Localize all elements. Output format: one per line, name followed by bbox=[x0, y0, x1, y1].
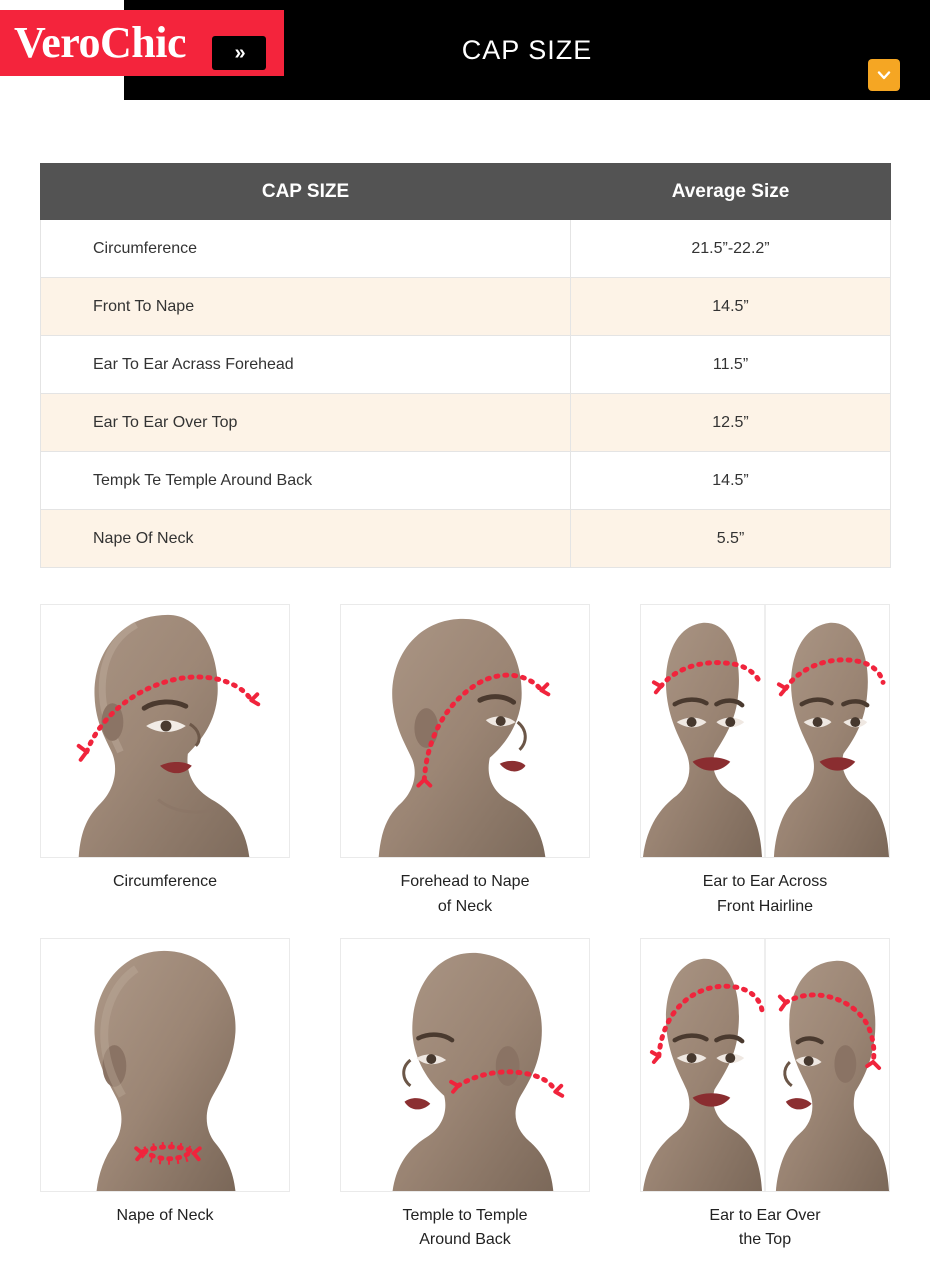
table-cell-value: 14.5” bbox=[571, 278, 891, 336]
double-chevron-icon: » bbox=[212, 36, 266, 70]
figure-caption bbox=[640, 1204, 890, 1254]
measurement-figure-grid bbox=[40, 604, 890, 1253]
brand-logo-vero: Vero bbox=[14, 18, 100, 67]
figure-caption-line1: Ear to Ear Across bbox=[702, 873, 828, 890]
table-header-cap-size: CAP SIZE bbox=[41, 164, 571, 220]
table-row bbox=[41, 394, 891, 452]
mannequin-front-to-nape-diagram bbox=[340, 604, 590, 858]
table-row bbox=[41, 220, 891, 278]
page-title: CAP SIZE bbox=[461, 34, 593, 65]
figure-ear-to-ear-over-top bbox=[640, 938, 890, 1254]
mannequin-ear-to-ear-front-diagram bbox=[640, 604, 890, 858]
figure-caption bbox=[40, 870, 290, 895]
figure-temple-to-temple bbox=[340, 938, 590, 1254]
figure-caption bbox=[340, 870, 590, 920]
figure-caption-line2: the Top bbox=[738, 1231, 792, 1249]
figure-caption-line1: Nape of Neck bbox=[116, 1206, 214, 1224]
figure-nape-of-neck bbox=[40, 938, 290, 1254]
table-header-average-size: Average Size bbox=[571, 164, 891, 220]
table-row bbox=[41, 510, 891, 568]
mannequin-temple-to-temple-diagram bbox=[340, 938, 590, 1192]
table-cell-label: Nape Of Neck bbox=[41, 510, 571, 568]
page-header bbox=[0, 0, 930, 100]
figure-forehead-to-nape bbox=[340, 604, 590, 920]
mannequin-nape-of-neck-diagram bbox=[40, 938, 290, 1192]
cap-size-table bbox=[40, 163, 891, 568]
figure-caption bbox=[340, 1204, 590, 1254]
table-header-row bbox=[41, 164, 891, 220]
figure-caption-line1: Ear to Ear Over bbox=[709, 1206, 821, 1224]
figure-caption-line2: Around Back bbox=[419, 1231, 511, 1249]
figure-ear-to-ear-front bbox=[640, 604, 890, 920]
table-cell-value: 14.5” bbox=[571, 452, 891, 510]
mannequin-ear-to-ear-over-top-diagram bbox=[640, 938, 890, 1192]
table-cell-label: Ear To Ear Over Top bbox=[41, 394, 571, 452]
figure-caption-line2: Front Hairline bbox=[716, 897, 814, 915]
table-cell-value: 5.5” bbox=[571, 510, 891, 568]
table-row bbox=[41, 452, 891, 510]
table-cell-value: 11.5” bbox=[571, 336, 891, 394]
chevron-down-icon[interactable] bbox=[868, 59, 900, 91]
mannequin-circumference-diagram bbox=[40, 604, 290, 858]
cap-size-table-wrapper bbox=[40, 163, 890, 568]
table-cell-label: Front To Nape bbox=[41, 278, 571, 336]
table-cell-label: Tempk Te Temple Around Back bbox=[41, 452, 571, 510]
table-row bbox=[41, 278, 891, 336]
figure-caption-line1: Circumference bbox=[112, 873, 218, 890]
figure-circumference bbox=[40, 604, 290, 920]
figure-caption-line2: of Neck bbox=[437, 897, 493, 915]
table-cell-value: 12.5” bbox=[571, 394, 891, 452]
brand-logo-chic: Chic bbox=[100, 18, 186, 67]
figure-caption-line1: Temple to Temple bbox=[402, 1206, 528, 1224]
table-cell-value: 21.5”-22.2” bbox=[571, 220, 891, 278]
figure-caption bbox=[640, 870, 890, 920]
table-cell-label: Circumference bbox=[41, 220, 571, 278]
figure-caption-line1: Forehead to Nape bbox=[400, 873, 530, 890]
table-cell-label: Ear To Ear Acrass Forehead bbox=[41, 336, 571, 394]
figure-caption bbox=[40, 1204, 290, 1229]
table-row bbox=[41, 336, 891, 394]
